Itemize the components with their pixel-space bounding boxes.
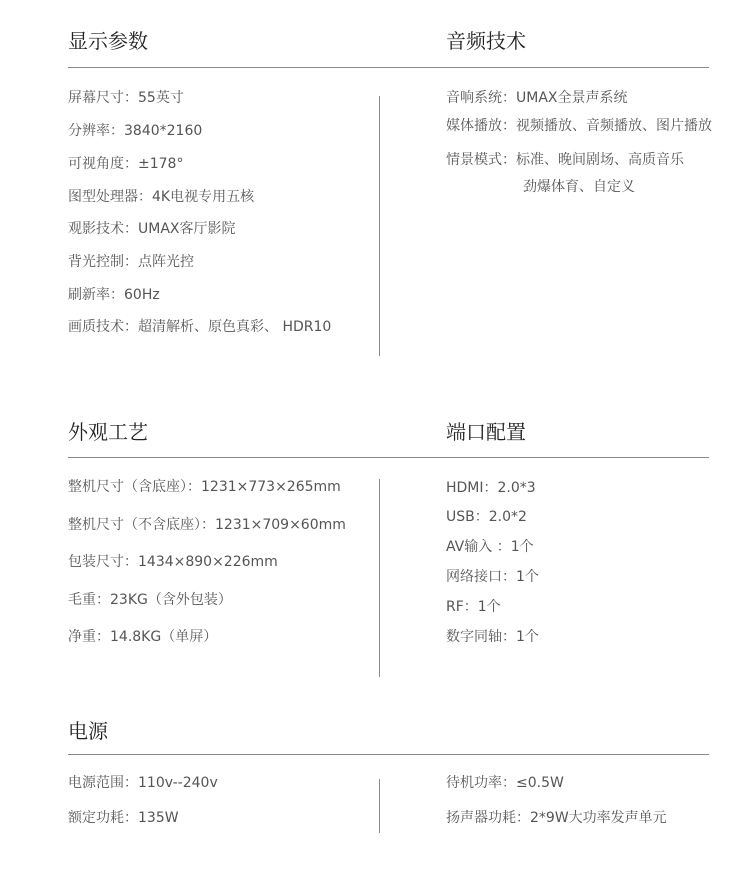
spec-backlight: 背光控制：点阵光控 — [68, 254, 194, 270]
ports-section-title: 端口配置 — [446, 420, 526, 444]
display-section-title: 显示参数 — [68, 29, 148, 53]
spec-picture-tech: 画质技术：超清解析、原色真彩、 HDR10 — [68, 319, 332, 335]
spec-graphics-processor: 图型处理器：4K电视专用五核 — [68, 189, 255, 205]
column-divider — [379, 479, 380, 677]
spec-size-without-stand: 整机尺寸（不含底座）：1231×709×60mm — [68, 517, 346, 533]
column-divider — [379, 96, 380, 356]
spec-sound-system: 音响系统：UMAX全景声系统 — [446, 90, 628, 106]
spec-resolution: 分辨率：3840*2160 — [68, 123, 203, 139]
spec-viewing-angle: 可视角度：±178° — [68, 156, 184, 172]
spec-scene-mode-cont: 劲爆体育、自定义 — [523, 179, 635, 195]
spec-refresh-rate: 刷新率：60Hz — [68, 287, 160, 303]
column-divider — [379, 779, 380, 833]
spec-viewing-tech: 观影技术：UMAX客厅影院 — [68, 221, 236, 237]
section-divider — [68, 67, 709, 68]
spec-rated-power: 额定功耗：135W — [68, 810, 179, 826]
spec-coaxial: 数字同轴：1个 — [446, 629, 539, 645]
spec-size-with-stand: 整机尺寸（含底座）：1231×773×265mm — [68, 479, 341, 495]
spec-power-range: 电源范围：110v--240v — [68, 775, 218, 791]
spec-screen-size: 屏幕尺寸：55英寸 — [68, 90, 184, 106]
spec-gross-weight: 毛重：23KG（含外包装） — [68, 592, 232, 608]
spec-rf: RF：1个 — [446, 599, 501, 615]
spec-usb: USB：2.0*2 — [446, 509, 527, 525]
spec-media-playback: 媒体播放：视频播放、音频播放、图片播放 — [446, 118, 712, 134]
spec-scene-mode: 情景模式：标准、晚间剧场、高质音乐 — [446, 152, 684, 168]
spec-speaker-power: 扬声器功耗：2*9W大功率发声单元 — [446, 810, 667, 826]
spec-hdmi: HDMI：2.0*3 — [446, 480, 536, 496]
spec-net-weight: 净重：14.8KG（单屏） — [68, 629, 218, 645]
spec-av-input: AV输入 ：1个 — [446, 539, 534, 555]
section-divider — [68, 754, 709, 755]
appearance-section-title: 外观工艺 — [68, 420, 148, 444]
audio-section-title: 音频技术 — [446, 29, 526, 53]
spec-network-port: 网络接口：1个 — [446, 569, 539, 585]
spec-package-size: 包装尺寸：1434×890×226mm — [68, 554, 278, 570]
section-divider — [68, 457, 709, 458]
power-section-title: 电源 — [68, 719, 108, 743]
spec-standby-power: 待机功率：≤0.5W — [446, 775, 564, 791]
